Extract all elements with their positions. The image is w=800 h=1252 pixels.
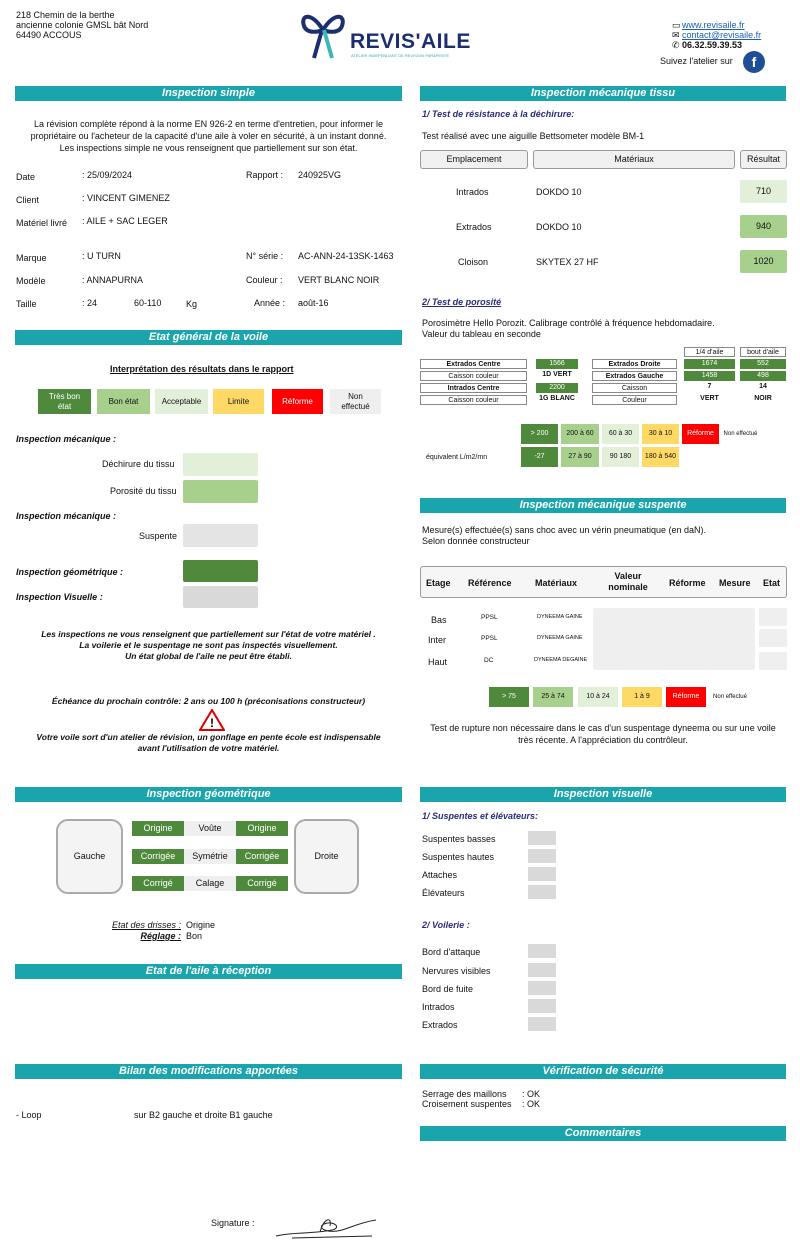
- poro-right-v2: NOIR: [754, 395, 772, 402]
- vis-box: [528, 867, 556, 881]
- sub-title-voilerie: 2/ Voilerie :: [422, 920, 470, 930]
- svg-text:!: !: [210, 716, 214, 730]
- taille-label: Taille: [16, 299, 37, 309]
- date-label: Date: [16, 172, 36, 182]
- poro-scale-4: 30 à 10: [642, 424, 679, 444]
- poro-right-v1: 1458: [684, 371, 735, 381]
- geo-mid: Voûte: [184, 821, 236, 836]
- susp-ref: PPSL: [481, 614, 498, 621]
- vis-box: [528, 981, 556, 995]
- poro-header-quart: 1/4 d'aile: [684, 347, 735, 357]
- susp-col: Référence: [468, 578, 512, 588]
- susp-scale-1: > 75: [489, 687, 529, 707]
- poro-right-label: Extrados Droite: [592, 359, 677, 369]
- poro-right-v2: 552: [740, 359, 786, 369]
- serie-label: N° série :: [246, 251, 284, 261]
- tissu-emp: Extrados: [456, 222, 492, 232]
- geo-right: Corrigée: [236, 849, 288, 864]
- phone-number: 06.32.59.39.53: [682, 40, 743, 50]
- simple-intro: [15, 118, 402, 154]
- securite-value: : OK: [522, 1099, 541, 1109]
- date-value: : 25/09/2024: [82, 170, 133, 180]
- rapport-label: Rapport :: [246, 170, 284, 180]
- securite-value: : OK: [522, 1089, 541, 1099]
- vis-box: [528, 885, 556, 899]
- tissu-mat: DOKDO 10: [536, 187, 582, 197]
- facebook-icon[interactable]: f: [743, 51, 765, 73]
- susp-etage: Inter: [428, 635, 447, 645]
- porosite-label: Porosité du tissu: [110, 486, 177, 496]
- securite-label: Croisement suspentes: [422, 1099, 512, 1109]
- legend-acceptable: Acceptable: [155, 389, 208, 414]
- brand-tagline: ATELIER INDEPENDANT DE REVISION PARAPENTE: [351, 53, 450, 58]
- phone-icon: ✆: [672, 40, 680, 50]
- vis-item: Extrados: [422, 1020, 458, 1030]
- meca-label-2: Inspection mécanique :: [16, 511, 117, 521]
- bilan-item: - Loop: [16, 1110, 42, 1120]
- legend-reforme: Réforme: [272, 389, 323, 414]
- poro-right-v2: 498: [740, 371, 786, 381]
- section-title-simple: Inspection simple: [15, 86, 402, 101]
- susp-col: Réforme: [669, 578, 706, 588]
- brand-name: REVIS'AILE: [350, 30, 471, 53]
- droite-label: Droite: [314, 851, 339, 861]
- poro-left-label: Extrados Centre: [420, 359, 527, 369]
- susp-values-area: [593, 608, 755, 670]
- section-title-commentaires: Commentaires: [420, 1126, 786, 1141]
- couleur-value: VERT BLANC NOIR: [298, 275, 380, 285]
- mesure-line: Selon donnée constructeur: [422, 536, 530, 546]
- geo-left: Origine: [132, 821, 184, 836]
- partial-note: [15, 629, 402, 662]
- poro-left-value: 1566: [536, 359, 578, 369]
- tissu-mat: SKYTEX 27 HF: [536, 257, 599, 267]
- poro-scale-2: 200 à 60: [561, 424, 599, 444]
- suspente-status: [183, 524, 258, 547]
- poro-equiv-3: 90 180: [602, 447, 639, 467]
- poro-line: Porosimètre Hello Porozit. Calibrage contrôlé à fréquence hebdomadaire.: [422, 318, 715, 328]
- securite-label: Serrage des maillons: [422, 1089, 507, 1099]
- geo-mid: Symétrie: [184, 849, 236, 864]
- couleur-label: Couleur :: [246, 275, 283, 285]
- intro-line: La révision complète répond à la norme EN 926-2 en terme d'entretien, pour informer le: [34, 119, 383, 129]
- legend-tres-bon: Très bon état: [38, 389, 91, 414]
- susp-mat: DYNEEMA GAINE: [537, 635, 583, 641]
- vis-box: [528, 849, 556, 863]
- col-resultat: Résultat: [740, 150, 787, 169]
- website-row: [672, 20, 761, 30]
- susp-etat: [759, 652, 787, 670]
- tissu-mat: DOKDO 10: [536, 222, 582, 232]
- poro-right-v1: 1674: [684, 359, 735, 369]
- meca-label-1: Inspection mécanique :: [16, 434, 117, 444]
- client-value: : VINCENT GIMENEZ: [82, 193, 170, 203]
- email-row: [672, 30, 761, 40]
- brand-logo: [298, 8, 473, 64]
- rupture-line: Test de rupture non nécessaire dans le cas d'un suspentage dyneema ou sur une voile: [430, 723, 776, 733]
- geo-left: Corrigé: [132, 876, 184, 891]
- drisses-label: Etat des drisses :: [111, 920, 181, 930]
- dechirure-status: [183, 453, 258, 476]
- vis-box: [528, 831, 556, 845]
- susp-col: Etat: [763, 578, 781, 588]
- modele-label: Modèle: [16, 276, 46, 286]
- susp-col: Matériaux: [535, 578, 578, 588]
- envelope-icon: ✉: [672, 30, 680, 40]
- vis-box: [528, 999, 556, 1013]
- geo-right: Corrigé: [236, 876, 288, 891]
- annee-value: août-16: [298, 298, 329, 308]
- sub-title-suspentes: 1/ Suspentes et élévateurs:: [422, 811, 539, 821]
- intro-line: Les inspections simple ne vous renseignent que partiellement sur son état.: [59, 143, 358, 153]
- poro-equiv-2: 27 à 90: [561, 447, 599, 467]
- ribbon-logo-icon: [298, 8, 348, 62]
- legend-bon: Bon état: [97, 389, 150, 414]
- intro-line: propriétaire ou l'acheteur de la capacité d'une aile à voler en sécurité, à un instant donné.: [30, 131, 387, 141]
- address-line: 218 Chemin de la berthe: [16, 10, 115, 20]
- poro-right-label: Caisson: [592, 383, 677, 393]
- mesure-line: Mesure(s) effectuée(s) sans choc avec un vérin pneumatique (en daN).: [422, 525, 706, 535]
- taille-value: : 24: [82, 298, 98, 308]
- geo-right: Origine: [236, 821, 288, 836]
- porosite-status: [183, 480, 258, 503]
- poro-scale-6: Non effectué: [722, 424, 759, 444]
- reglage-label: Réglage :: [140, 931, 181, 941]
- sub-title-porosite: 2/ Test de porosité: [422, 297, 502, 307]
- tissu-res: 710: [740, 180, 787, 203]
- susp-scale-4: 1 à 9: [622, 687, 662, 707]
- col-materiaux: Matériaux: [533, 150, 735, 169]
- vis-box: [528, 963, 556, 977]
- poro-left-label: Caisson couleur: [420, 395, 527, 405]
- susp-col: Valeur nominale: [608, 571, 648, 592]
- droite-box: [294, 819, 359, 894]
- sub-title-dechirure: 1/ Test de résistance à la déchirure:: [422, 109, 575, 119]
- tissu-res: 940: [740, 215, 787, 238]
- tissu-res: 1020: [740, 250, 787, 273]
- interpretation-title: Interprétation des résultats dans le rapport: [110, 364, 294, 374]
- serie-value: AC-ANN-24-13SK-1463: [298, 251, 394, 261]
- section-title-etat: Etat général de la voile: [15, 330, 402, 345]
- poro-left-label: Intrados Centre: [420, 383, 527, 393]
- vis-item: Intrados: [422, 1002, 455, 1012]
- section-title-visuelle: Inspection visuelle: [420, 787, 786, 802]
- equiv-label: équivalent L/m2/mn: [426, 454, 488, 461]
- mesure-text: [422, 525, 706, 547]
- poro-right-label: Extrados Gauche: [592, 371, 677, 381]
- vis-item: Suspentes basses: [422, 834, 496, 844]
- susp-col: Etage: [426, 578, 451, 588]
- col-emplacement: Emplacement: [420, 150, 528, 169]
- susp-scale-5: Réforme: [666, 687, 706, 707]
- poro-scale-1: > 200: [521, 424, 558, 444]
- geo-left: Corrigée: [132, 849, 184, 864]
- geo-status: [183, 560, 258, 582]
- website-link[interactable]: www.revisaile.fr: [682, 20, 745, 30]
- poro-right-v1: VERT: [700, 395, 719, 402]
- poro-right-v1: 7: [707, 383, 712, 390]
- section-title-bilan: Bilan des modifications apportées: [15, 1064, 402, 1079]
- poids-value: 60-110: [134, 298, 162, 308]
- globe-icon: ▭: [672, 20, 681, 30]
- vis-item: Attaches: [422, 870, 458, 880]
- susp-etat: [759, 608, 787, 626]
- susp-etage: Haut: [428, 657, 448, 667]
- section-title-tissu: Inspection mécanique tissu: [420, 86, 786, 101]
- poro-left-value: 1D VERT: [542, 371, 572, 378]
- address-line: 64490 ACCOUS: [16, 30, 82, 40]
- vis-box: [528, 1017, 556, 1031]
- poro-left-value: 1G BLANC: [539, 395, 575, 402]
- section-title-securite: Vérification de sécurité: [420, 1064, 786, 1079]
- vis-item: Bord d'attaque: [422, 947, 481, 957]
- section-title-suspente: Inspection mécanique suspente: [420, 498, 786, 513]
- company-address: [16, 10, 148, 40]
- rupture-line: très récente. A l'appréciation du contrôleur.: [518, 735, 688, 745]
- visuelle-status: [183, 586, 258, 608]
- bm-text: Test réalisé avec une aiguille Bettsometer modèle BM-1: [422, 131, 645, 141]
- rupture-text: [420, 722, 786, 746]
- kg-unit: Kg: [186, 299, 198, 309]
- modele-value: : ANNAPURNA: [82, 275, 144, 285]
- section-title-reception: Etat de l'aile à réception: [15, 964, 402, 979]
- poro-line: Valeur du tableau en seconde: [422, 329, 541, 339]
- tissu-emp: Cloison: [458, 257, 489, 267]
- geo-label: Inspection géométrique :: [16, 567, 124, 577]
- contact-block: [672, 20, 761, 50]
- poro-scale-5: Réforme: [682, 424, 719, 444]
- poro-text: [422, 318, 715, 340]
- signature-label: Signature :: [211, 1218, 255, 1228]
- materiel-label: Matériel livré: [16, 218, 68, 228]
- vis-item: Bord de fuite: [422, 984, 474, 994]
- email-link[interactable]: contact@revisaile.fr: [682, 30, 762, 40]
- dechirure-label: Déchirure du tissu: [102, 459, 175, 469]
- follow-text: Suivez l'atelier sur: [660, 56, 733, 66]
- vis-box: [528, 944, 556, 958]
- phone-row: [672, 40, 761, 50]
- materiel-value: : AILE + SAC LEGER: [82, 216, 168, 226]
- geo-mid: Calage: [184, 876, 236, 891]
- susp-mat: DYNEEMA DEGAINE: [534, 657, 588, 663]
- address-line: ancienne colonie GMSL bât Nord: [16, 20, 149, 30]
- warning-icon: [199, 709, 225, 731]
- susp-etage: Bas: [431, 615, 447, 625]
- gauche-box: [56, 819, 123, 894]
- marque-label: Marque: [16, 253, 47, 263]
- suspente-label: Suspente: [139, 531, 178, 541]
- legend-non-effectue: Non effectué: [330, 389, 381, 414]
- signature-image: [272, 1210, 380, 1242]
- section-title-geometrique: Inspection géométrique: [15, 787, 402, 802]
- poro-left-value: 2200: [536, 383, 578, 393]
- tissu-emp: Intrados: [456, 187, 489, 197]
- visuelle-label: Inspection Visuelle :: [16, 592, 103, 602]
- susp-col: Mesure: [719, 578, 751, 588]
- marque-value: : U TURN: [82, 251, 121, 261]
- note-line: Les inspections ne vous renseignent que partiellement sur l'état de votre matériel .: [41, 629, 376, 639]
- susp-scale-6: Non effectué: [710, 687, 750, 707]
- bilan-detail: sur B2 gauche et droite B1 gauche: [134, 1110, 273, 1120]
- legend-limite: Limite: [213, 389, 264, 414]
- susp-scale-2: 25 à 74: [533, 687, 573, 707]
- reglage-value: Bon: [186, 931, 203, 941]
- note-line: Un état global de l'aile ne peut être établi.: [125, 651, 292, 661]
- annee-label: Année :: [254, 298, 286, 308]
- vis-item: Élévateurs: [422, 888, 465, 898]
- susp-scale-3: 10 à 24: [578, 687, 618, 707]
- poro-right-v2: 14: [759, 383, 767, 390]
- warning-line: Votre voile sort d'un atelier de révision, un gonflage en pente école est indispensable: [36, 732, 381, 742]
- poro-equiv-4: 180 à 540: [642, 447, 679, 467]
- susp-mat: DYNEEMA GAINE: [537, 614, 583, 620]
- gauche-label: Gauche: [73, 851, 106, 861]
- echeance-text: Échéance du prochain contrôle: 2 ans ou 100 h (préconisations constructeur): [51, 696, 366, 706]
- vis-item: Suspentes hautes: [422, 852, 495, 862]
- note-line: La voilerie et le suspentage ne sont pas inspectés visuellement.: [79, 640, 338, 650]
- warning-line: avant l'utilisation de votre matériel.: [137, 743, 280, 753]
- poro-left-label: Caisson couleur: [420, 371, 527, 381]
- susp-ref: DC: [484, 657, 494, 664]
- rapport-value: 240925VG: [298, 170, 342, 180]
- drisses-value: Origine: [186, 920, 216, 930]
- warning-text: [15, 732, 402, 754]
- vis-item: Nervures visibles: [422, 966, 491, 976]
- client-label: Client: [16, 195, 40, 205]
- poro-equiv-1: -27: [521, 447, 558, 467]
- poro-scale-3: 60 à 30: [602, 424, 639, 444]
- poro-header-bout: bout d'aile: [740, 347, 786, 357]
- poro-right-label: Couleur: [592, 395, 677, 405]
- susp-etat: [759, 629, 787, 647]
- susp-ref: PPSL: [481, 635, 498, 642]
